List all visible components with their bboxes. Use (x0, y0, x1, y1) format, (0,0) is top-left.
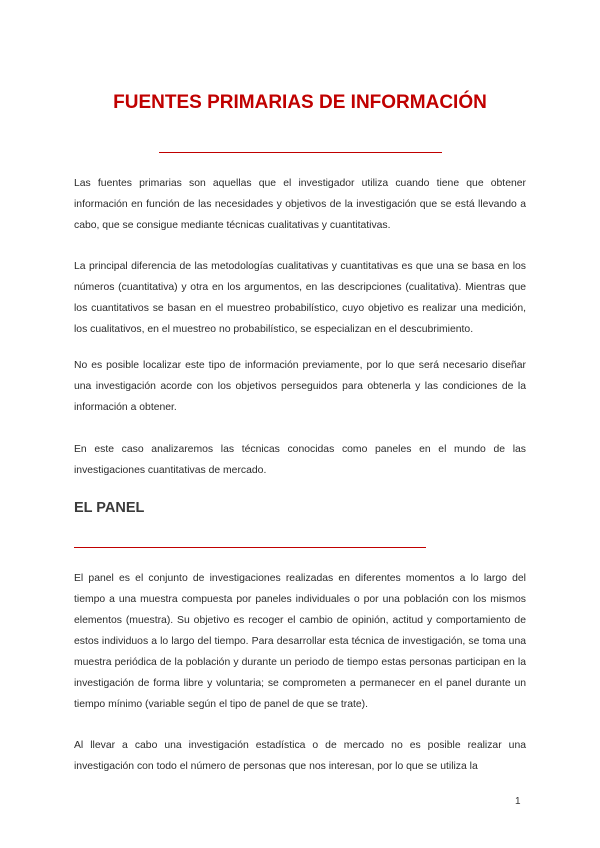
section-underline (74, 547, 426, 548)
paragraph-intro-1: Las fuentes primarias son aquellas que el investigador utiliza cuando tiene que obtener información en función de las necesidades y objetivos de la investigación que se está llevando a cabo, que se consigue mediante técnicas cualitativas y cuantitativas. (74, 178, 526, 231)
title-underline (159, 152, 442, 153)
paragraph-intro-2: La principal diferencia de las metodologías cualitativas y cuantitativas es que una se basa en los números (cuantitativa) y otra en los argumentos, en las descripciones (cualitativa). Mientras que los cuantitativos se basan en el muestreo probabilístico, cuyo objetivo es realizar una medición, los cualitativos, en el muestreo no probabilístico, se especializan en el descubrimiento. (74, 261, 526, 335)
document-title: FUENTES PRIMARIAS DE INFORMACIÓN (113, 92, 487, 113)
paragraph-panel-2: Al llevar a cabo una investigación estadística o de mercado no es posible realizar una investigación con todo el número de personas que nos interesan, por lo que se utiliza la (74, 740, 526, 772)
paragraph-intro-4: En este caso analizaremos las técnicas conocidas como paneles en el mundo de las investigaciones cuantitativas de mercado. (74, 444, 526, 476)
paragraph-panel-1: El panel es el conjunto de investigaciones realizadas en diferentes momentos a lo largo del tiempo a una muestra compuesta por paneles individuales o por una población con los mismos elementos (muestra). Su objetivo es recoger el cambio de opinión, actitud y comportamiento de estos individuos a lo largo del tiempo. Para desarrollar esta técnica de investigación, se toma una muestra periódica de la población y durante un periodo de tiempo estas personas participan en la investigación de forma libre y voluntaria; se comprometen a permanecer en el panel durante un tiempo mínimo (variable según el tipo de panel de que se trate). (74, 573, 526, 710)
page-number: 1 (515, 796, 521, 807)
paragraph-intro-3: No es posible localizar este tipo de información previamente, por lo que será necesario diseñar una investigación acorde con los objetivos perseguidos para obtenerla y las condiciones de la información a obtener. (74, 360, 526, 413)
section-heading-panel: EL PANEL (74, 500, 145, 516)
